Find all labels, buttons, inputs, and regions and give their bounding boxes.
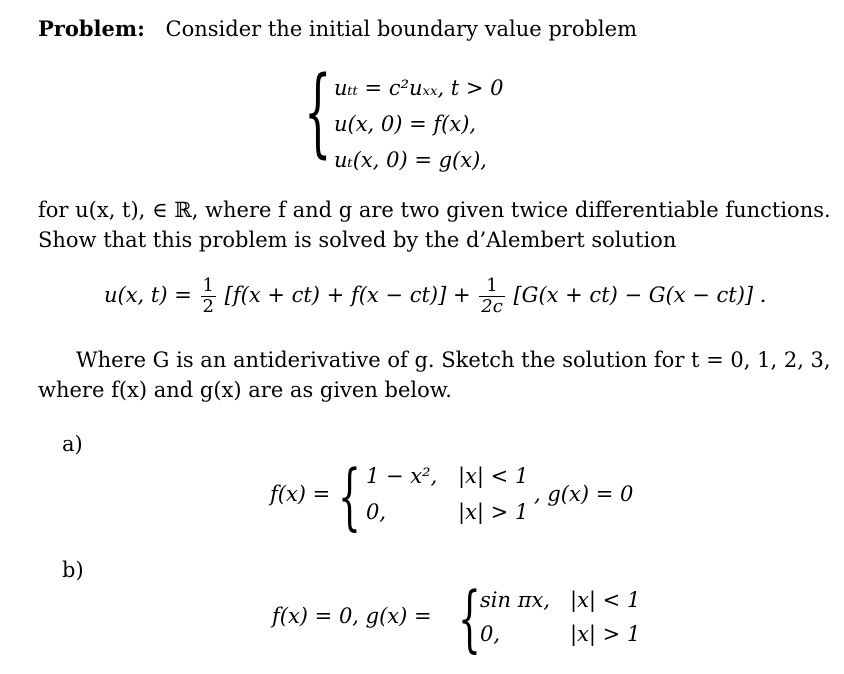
part-b-brace: { bbox=[458, 576, 481, 660]
part-b-case-2-cond: |x| > 1 bbox=[570, 622, 641, 646]
instructions-line-2: where f(x) and g(x) are as given below. bbox=[38, 378, 452, 402]
system-line-3: uₜ(x, 0) = g(x), bbox=[334, 148, 487, 172]
part-b-case-1-expr: sin πx, bbox=[480, 588, 551, 612]
part-a-case-2-cond: |x| > 1 bbox=[458, 500, 529, 524]
part-a-case-1-expr: 1 − x², bbox=[366, 464, 438, 488]
problem-heading bbox=[38, 16, 637, 41]
system-line-2: u(x, 0) = f(x), bbox=[334, 112, 477, 136]
formula-part-2: [G(x + ct) − G(x − ct)] . bbox=[513, 283, 767, 307]
formula-part-1: [f(x + ct) + f(x − ct)] + bbox=[224, 283, 471, 307]
part-a-case-2-expr: 0, bbox=[366, 500, 387, 524]
fraction-one-half bbox=[201, 276, 216, 317]
system-brace: { bbox=[304, 56, 332, 168]
dalembert-formula bbox=[104, 276, 766, 317]
problem-intro: Consider the initial boundary value problem bbox=[165, 17, 637, 41]
system-line-1: uₜₜ = c²uₓₓ, t > 0 bbox=[334, 76, 504, 100]
part-b-case-1-cond: |x| < 1 bbox=[570, 588, 641, 612]
part-a-label: a) bbox=[62, 432, 83, 456]
problem-label: Problem: bbox=[38, 16, 145, 41]
part-a-brace: { bbox=[338, 454, 361, 538]
formula-lhs: u(x, t) = bbox=[104, 283, 192, 307]
body-line-2: Show that this problem is solved by the d’Alembert solution bbox=[38, 228, 677, 252]
part-b-label: b) bbox=[62, 558, 84, 582]
fraction-one-half-denominator: 2 bbox=[202, 296, 214, 317]
fraction-one-half-numerator: 1 bbox=[202, 275, 214, 296]
fraction-one-over-2c-denominator: 2c bbox=[481, 296, 503, 317]
part-a-lhs: f(x) = bbox=[270, 482, 331, 506]
part-a-rhs: , g(x) = 0 bbox=[534, 482, 634, 506]
instructions-line-1: Where G is an antiderivative of g. Sketch the solution for t = 0, 1, 2, 3, bbox=[76, 348, 831, 372]
part-b-case-2-expr: 0, bbox=[480, 622, 501, 646]
part-b-lhs: f(x) = 0, g(x) = bbox=[272, 604, 432, 628]
part-a-case-1-cond: |x| < 1 bbox=[458, 464, 529, 488]
fraction-one-over-2c bbox=[479, 276, 505, 317]
body-line-1: for u(x, t), ∈ ℝ, where f and g are two given twice differentiable functions. bbox=[38, 198, 831, 222]
fraction-one-over-2c-numerator: 1 bbox=[486, 275, 498, 296]
